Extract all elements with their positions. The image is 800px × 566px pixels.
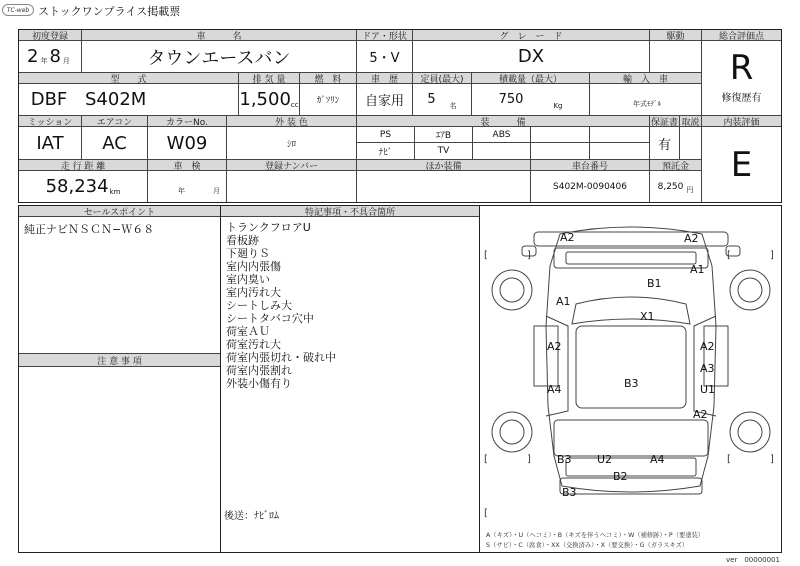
damage-mark: B2 xyxy=(613,470,628,483)
equipment-item: ABS xyxy=(473,127,531,143)
interior-grade: E xyxy=(730,144,753,185)
grade-label: グ レ ー ド xyxy=(413,30,650,41)
aircon: AC xyxy=(82,127,148,160)
overall-grade-box xyxy=(702,41,781,116)
model-prefix: DBF xyxy=(19,84,79,116)
color-no-label: カラーNo. xyxy=(148,116,227,127)
capacity-label: 定員(最大) xyxy=(413,73,472,84)
import-label: 輸 入 車 xyxy=(590,73,702,84)
damage-mark: A4 xyxy=(547,383,562,396)
inspection-label: 車 検 xyxy=(148,160,227,171)
damage-mark: A2 xyxy=(693,408,708,421)
other-equipment-label: ほか装備 xyxy=(357,160,531,171)
model-label: 型 式 xyxy=(19,73,239,84)
door-shape: 5・V xyxy=(357,41,413,73)
damage-mark: U1 xyxy=(700,383,716,396)
color-no: W09 xyxy=(148,127,227,160)
chassis-number: S402M-0090406 xyxy=(531,171,650,202)
history: 自家用 xyxy=(357,84,413,116)
overall-grade-note: 修復歴有 xyxy=(721,93,762,104)
feature-item: 荷室内張割れ xyxy=(226,364,292,377)
manual-label: 取説 xyxy=(680,116,702,127)
capacity: 5 名 xyxy=(413,84,472,116)
notes-label: 注 意 事 項 xyxy=(19,353,220,367)
legend-line: S（サビ）・C（腐食）・XX（交換済み）・X（要交換）・G（ガラスキズ） xyxy=(486,542,689,549)
overall-grade-label: 総合評価点 xyxy=(702,30,781,41)
features-footer: 後送：ﾅﾋﾞﾛﾑ xyxy=(224,511,279,522)
damage-mark: X1 xyxy=(640,310,655,323)
damage-mark: A2 xyxy=(560,231,575,244)
inspection: 年 月 xyxy=(148,171,227,202)
exterior-label: 外 装 色 xyxy=(227,116,357,127)
damage-mark: B3 xyxy=(557,453,572,466)
damage-mark: A2 xyxy=(700,340,715,353)
equipment-item xyxy=(531,143,590,160)
exterior-color: ｼﾛ xyxy=(227,127,357,160)
history-label: 車 歴 xyxy=(357,73,413,84)
damage-mark: B1 xyxy=(647,277,662,290)
car-name-label: 車 名 xyxy=(82,30,357,41)
equipment-item xyxy=(590,143,650,160)
car-name: タウンエースバン xyxy=(82,41,357,73)
bracket-open: [ xyxy=(484,508,488,519)
payload: 750 Kg xyxy=(472,84,590,116)
deposit-label: 預託金 xyxy=(650,160,702,171)
other-equipment xyxy=(357,171,531,202)
manual xyxy=(680,127,702,160)
damage-mark: A2 xyxy=(684,232,699,245)
model-code: S402M xyxy=(79,84,239,116)
features-list xyxy=(226,221,336,390)
feature-item: 室内内張傷 xyxy=(226,260,281,273)
warranty: 有 xyxy=(650,127,680,160)
bracket-close: ] xyxy=(770,250,774,261)
interior-grade-label: 内装評価 xyxy=(702,116,781,127)
feature-item: シートタバコ穴中 xyxy=(226,312,314,325)
deposit: 8,250 円 xyxy=(650,171,702,202)
bracket-close: ] xyxy=(527,454,531,465)
bracket-close: ] xyxy=(527,250,531,261)
feature-item: トランクフロアU xyxy=(226,221,311,234)
payload-label: 積載量（最大） xyxy=(472,73,590,84)
fuel: ｶﾞｿﾘﾝ xyxy=(300,84,357,116)
first-reg-value: 2 年 8 月 xyxy=(19,41,82,73)
equipment-item: ﾅﾋﾞ xyxy=(357,143,415,160)
displacement: 1,500 cc xyxy=(239,84,300,116)
equipment-item xyxy=(473,143,531,160)
version-label: ver 00000001 xyxy=(726,556,780,564)
damage-mark: A3 xyxy=(700,362,715,375)
legend-line: A（キズ）・U（ヘコミ）・B（キズを伴うヘコミ）・W（補修跡）・P（要塗装） xyxy=(486,532,705,539)
car-damage-diagram xyxy=(480,206,781,536)
feature-item: 荷室汚れ大 xyxy=(226,338,281,351)
feature-item: 看板跡 xyxy=(226,234,259,247)
feature-item: 室内臭い xyxy=(226,273,270,286)
aircon-label: エアコン xyxy=(82,116,148,127)
feature-item: 下廻りＳ xyxy=(226,247,270,260)
equipment-item xyxy=(531,127,590,143)
damage-mark: A1 xyxy=(690,263,705,276)
damage-mark: B3 xyxy=(562,486,577,499)
bracket-open: [ xyxy=(484,250,488,261)
drive-label: 駆動 xyxy=(650,30,702,41)
import-info: 年式ﾓﾃﾞﾙ xyxy=(590,84,702,116)
equipment-label: 装 備 xyxy=(357,116,650,127)
first-reg-label: 初度登録 xyxy=(19,30,82,41)
page-title: ストックワンプライス掲載票 xyxy=(38,5,181,18)
sales-point-text: 純正ナビＮＳＣＮ−Ｗ６８ xyxy=(24,223,155,236)
grade: DX xyxy=(413,41,650,73)
feature-item: 荷室ＡＵ xyxy=(226,325,270,338)
overall-grade-score: R xyxy=(729,48,754,88)
bracket-close: ] xyxy=(770,454,774,465)
damage-mark: U2 xyxy=(597,453,613,466)
chassis-label: 車台番号 xyxy=(531,160,650,171)
damage-mark: A1 xyxy=(556,295,571,308)
equipment-item: TV xyxy=(415,143,473,160)
damage-mark: A4 xyxy=(650,453,665,466)
fuel-label: 燃 料 xyxy=(300,73,357,84)
feature-item: 荷室内張切れ・破れ中 xyxy=(226,351,336,364)
mileage-label: 走 行 距 離 xyxy=(19,160,148,171)
equipment-item xyxy=(590,127,650,143)
door-shape-label: ドア・形状 xyxy=(357,30,413,41)
feature-item: 室内汚れ大 xyxy=(226,286,281,299)
equipment-item: ｴｱB xyxy=(415,127,473,143)
sales-point-label: セールスポイント xyxy=(19,206,220,217)
equipment-item: PS xyxy=(357,127,415,143)
logo: TC-web xyxy=(2,4,34,16)
feature-item: シートしみ大 xyxy=(226,299,292,312)
damage-mark: A2 xyxy=(547,340,562,353)
displacement-label: 排 気 量 xyxy=(239,73,300,84)
bracket-open: [ xyxy=(484,454,488,465)
plate-label: 登録ナンバー xyxy=(227,160,357,171)
damage-mark: B3 xyxy=(624,377,639,390)
bracket-open: [ xyxy=(727,250,731,261)
plate xyxy=(227,171,357,202)
drive xyxy=(650,41,702,73)
bracket-open: [ xyxy=(727,454,731,465)
feature-item: 外装小傷有り xyxy=(226,377,292,390)
warranty-label: 保証書 xyxy=(650,117,678,128)
mission-label: ミッション xyxy=(19,116,82,127)
mileage: 58,234 km xyxy=(19,171,148,202)
features-label: 特記事項・不具合箇所 xyxy=(221,206,479,217)
mission: IAT xyxy=(19,127,82,160)
